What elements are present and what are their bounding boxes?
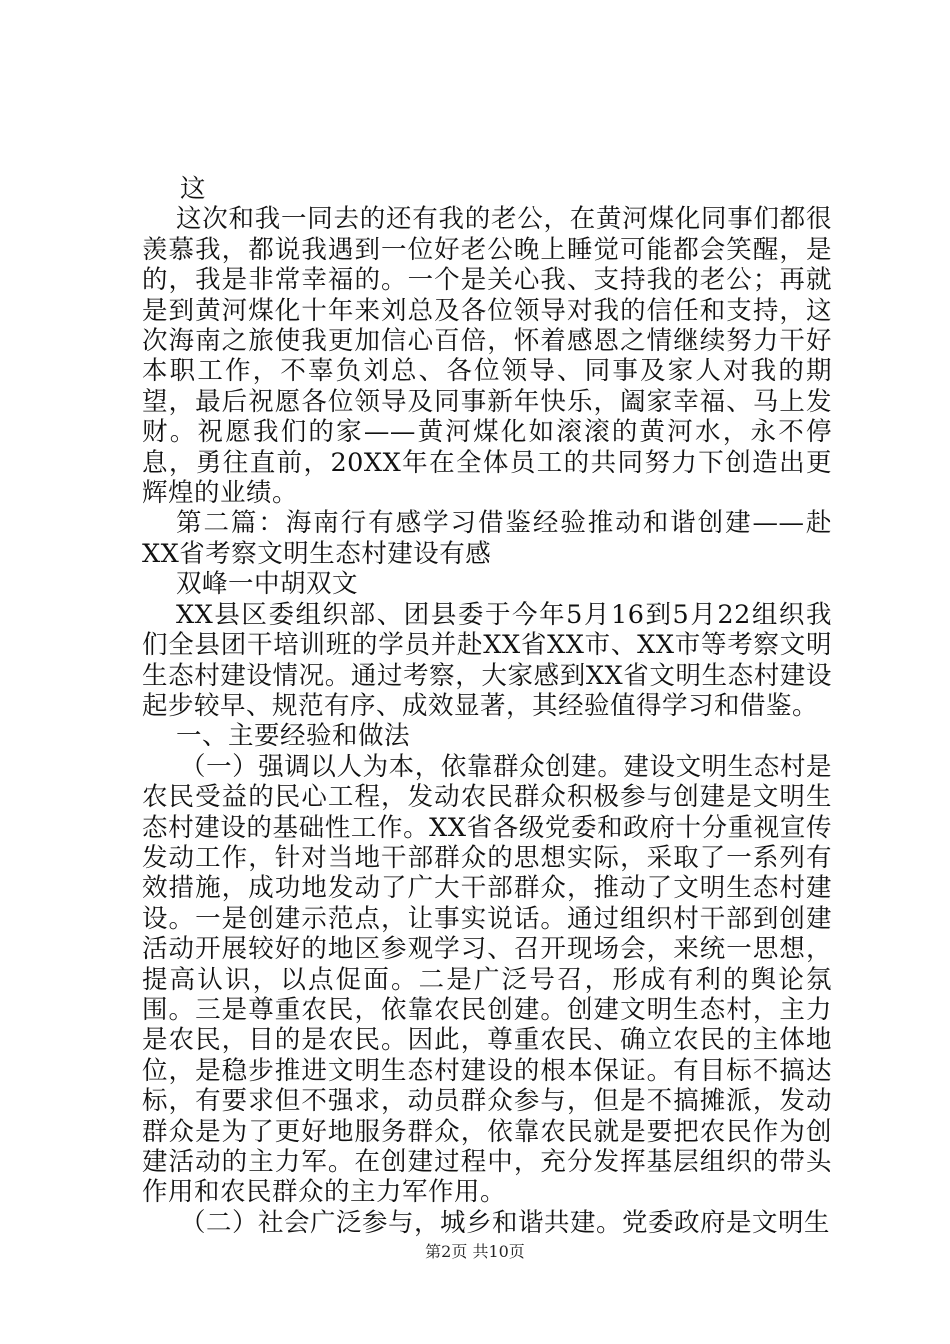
section-heading: 一、主要经验和做法 <box>176 721 411 752</box>
paragraph-fragment: 这 <box>180 174 207 204</box>
paragraph-closing-remarks: 这次和我一同去的还有我的老公，在黄河煤化同事们都很羡慕我，都说我遇到一位好老公晚上睡觉可能都会笑醒，是的，我是非常幸福的。一个是关心我、支持我的老公；再就是到黄河煤化十年来刘总及各位领导对我的信任和支持，这次海南之旅使我更加信心百倍，怀着感恩之情继续努力干好本职工作，不辜负刘总、各位领导、同事及家人对我的期望，最后祝愿各位领导及同事新年快乐，阖家幸福、马上发财。祝愿我们的家——黄河煤化如滚滚的黄河水，永不停息，勇往直前，20XX年在全体员工的共同努力下创造出更辉煌的业绩。 <box>142 204 832 509</box>
article-author: 双峰一中胡双文 <box>176 569 359 600</box>
paragraph-subsection-1: （一）强调以人为本，依靠群众创建。建设文明生态村是农民受益的民心工程，发动农民群众积极参与创建是文明生态村建设的基础性工作。XX省各级党委和政府十分重视宣传发动工作，针对当地干部群众的思想实际，采取了一系列有效措施，成功地发动了广大干部群众，推动了文明生态村建设。一是创建示范点，让事实说话。通过组织村干部到创建活动开展较好的地区参观学习、召开现场会，来统一思想，提高认识，以点促面。二是广泛号召，形成有利的舆论氛围。三是尊重农民，依靠农民创建。创建文明生态村，主力是农民，目的是农民。因此，尊重农民、确立农民的主体地位，是稳步推进文明生态村建设的根本保证。有目标不搞达标，有要求但不强求，动员群众参与，但是不搞摊派，发动群众是为了更好地服务群众，依靠农民就是要把农民作为创建活动的主力军。在创建过程中，充分发挥基层组织的带头作用和农民群众的主力军作用。 <box>142 751 832 1208</box>
page-number-footer: 第2页 共10页 <box>425 1242 525 1261</box>
document-body <box>142 174 832 1238</box>
paragraph-subsection-2: （二）社会广泛参与，城乡和谐共建。党委政府是文明生 <box>180 1207 831 1238</box>
paragraph-intro: XX县区委组织部、团县委于今年5月16到5月22组织我们全县团干培训班的学员并赴XX省XX市、XX市等考察文明生态村建设情况。通过考察，大家感到XX省文明生态村建设起步较早、规范有序、成效显著，其经验值得学习和借鉴。 <box>142 599 832 721</box>
article-title: 第二篇：海南行有感学习借鉴经验推动和谐创建——赴XX省考察文明生态村建设有感 <box>142 508 832 569</box>
